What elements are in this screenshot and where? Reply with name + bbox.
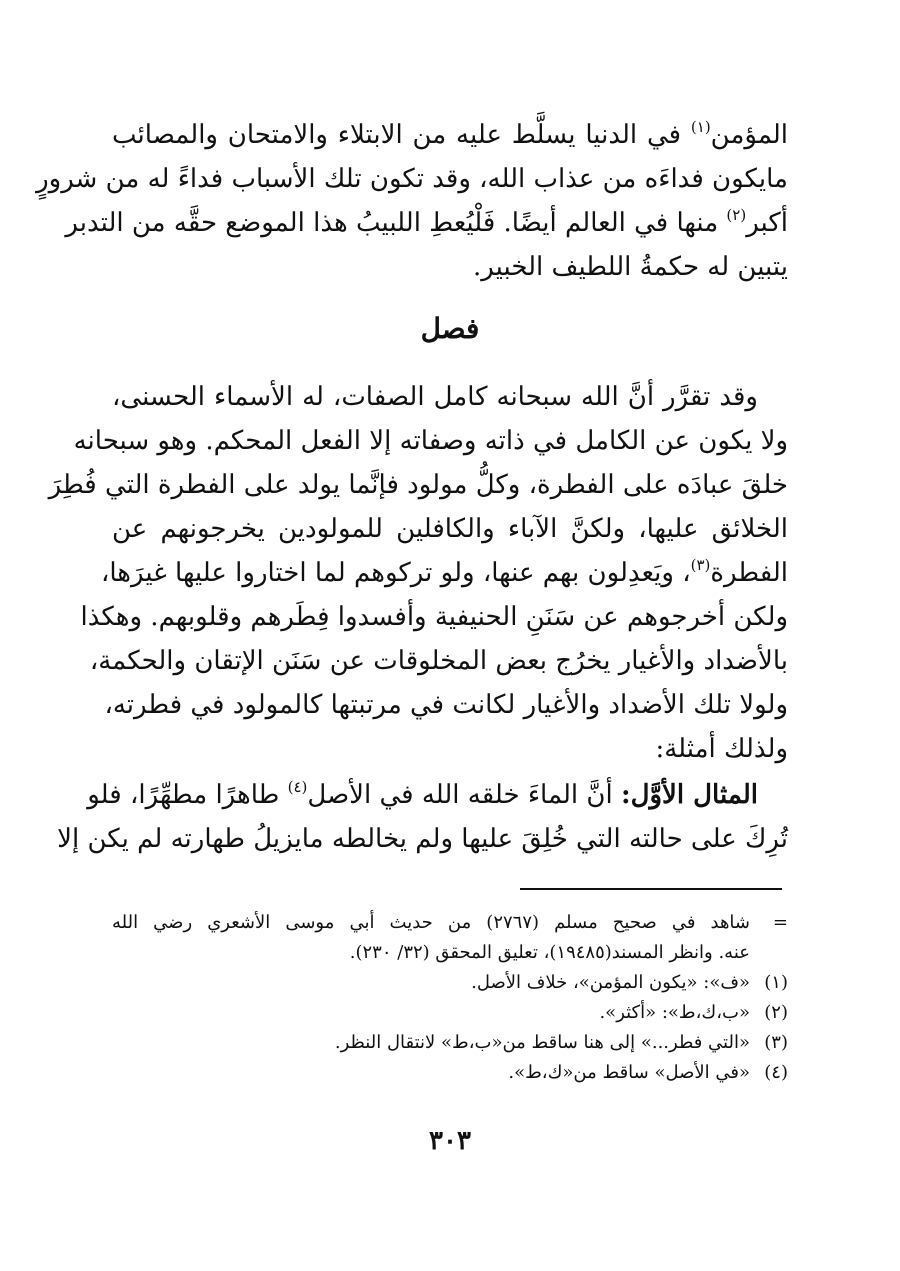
footnote-ref-1: (١) [690, 118, 711, 136]
example-label: المثال الأوَّل: [621, 780, 758, 810]
footnote-continuation-2 [112, 938, 788, 968]
footnote-3-text: «التي فطر...» إلى هنا ساقط من«ب،ط» لانتقال النظر. [334, 1032, 750, 1053]
page-number: ٣٠٣ [429, 1126, 471, 1156]
paragraph-1-line-1: المؤمن$^{(١)}$ في الدنيا يسلَّط عليه من الابتلاء والامتحان والمصائب [112, 118, 788, 150]
paragraph-1-line-2: مايكون فداءَه من عذاب الله، وقد تكون تلك الأسباب فداءً له من شرورٍ [36, 164, 788, 194]
footnote-ref-2: (٢) [726, 206, 747, 224]
paragraph-3 [57, 773, 788, 861]
footnote-1-marker: (١) [764, 972, 788, 993]
footnote-continuation-marker: = [772, 912, 788, 933]
paragraph-2-line-1: وقد تقرَّر أنَّ الله سبحانه كامل الصفات، له الأسماء الحسنى، [112, 382, 758, 412]
footnote-2 [112, 998, 788, 1028]
paragraph-3-line-1: المثال الأوَّل: أنَّ الماءَ خلقه الله في الأصل$^{(٤)}$ طاهرًا مطهِّرًا، فلو [87, 778, 758, 810]
paragraph-2-line-7: بالأضداد والأغيار يخرُج بعض المخلوقات عن سَنَن الإتقان والحكمة، [89, 646, 788, 676]
footnote-4-marker: (٤) [764, 1062, 788, 1083]
footnote-3-marker: (٣) [764, 1032, 788, 1053]
paragraph-2 [48, 375, 788, 771]
footnote-continuation-line-2: عنه. وانظر المسند(١٩٤٨٥)، تعليق المحقق (٣٢/ ٢٣٠). [349, 942, 750, 963]
paragraph-1-line-3: أكبر$^{(٢)}$ منها في العالم أيضًا. فَلْيُعطِ اللبيبُ هذا الموضع حقَّه من التدبر [65, 206, 788, 238]
footnote-separator [520, 888, 782, 890]
footnote-3 [112, 1028, 788, 1058]
footnote-1-text: «ف»: «يكون المؤمن»، خلاف الأصل. [471, 972, 750, 993]
footnote-4-text: «في الأصل» ساقط من«ك،ط». [508, 1062, 750, 1083]
paragraph-2-line-2: ولا يكون عن الكامل في ذاته وصفاته إلا الفعل المحكم. وهو سبحانه [73, 426, 788, 456]
footnotes [112, 908, 788, 1088]
footnote-1 [112, 968, 788, 998]
paragraph-1 [36, 113, 788, 289]
section-heading: فصل [420, 312, 480, 345]
paragraph-2-line-6: ولكن أخرجوهم عن سَنَنِ الحنيفية وأفسدوا فِطَرهم وقلوبهم. وهكذا [80, 602, 788, 632]
paragraph-2-line-9: ولذلك أمثلة: [655, 734, 788, 764]
footnote-ref-3: (٣) [690, 556, 711, 574]
paragraph-2-line-5: الفطرة$^{(٣)}$، ويَعدِلون بهم عنها، ولو تركوهم لما اختاروا عليها غيرَها، [100, 556, 788, 588]
footnote-2-marker: (٢) [764, 1002, 788, 1023]
footnote-continuation [112, 908, 788, 938]
footnote-ref-4: (٤) [287, 778, 308, 796]
footnote-4 [112, 1058, 788, 1088]
paragraph-1-line-4: يتبين له حكمةُ اللطيف الخبير. [473, 252, 788, 282]
footnote-2-text: «ب،ك،ط»: «أكثر». [599, 1002, 750, 1023]
paragraph-2-line-3: خلقَ عبادَه على الفطرة، وكلُّ مولود فإنَّما يولد على الفطرة التي فُطِرَ [48, 470, 788, 500]
paragraph-3-line-2: تُرِكَ على حالته التي خُلِقَ عليها ولم يخالطه مايزيلُ طهارته لم يكن إلا [57, 824, 788, 854]
paragraph-2-line-4: الخلائق عليها، ولكنَّ الآباء والكافلين للمولودين يخرجونهم عن [112, 514, 788, 544]
paragraph-2-line-8: ولولا تلك الأضداد والأغيار لكانت في مرتبتها كالمولود في فطرته، [104, 690, 788, 720]
footnote-continuation-line-1: شاهد في صحيح مسلم (٢٧٦٧) من حديث أبي موسى الأشعري رضي الله [112, 912, 751, 933]
